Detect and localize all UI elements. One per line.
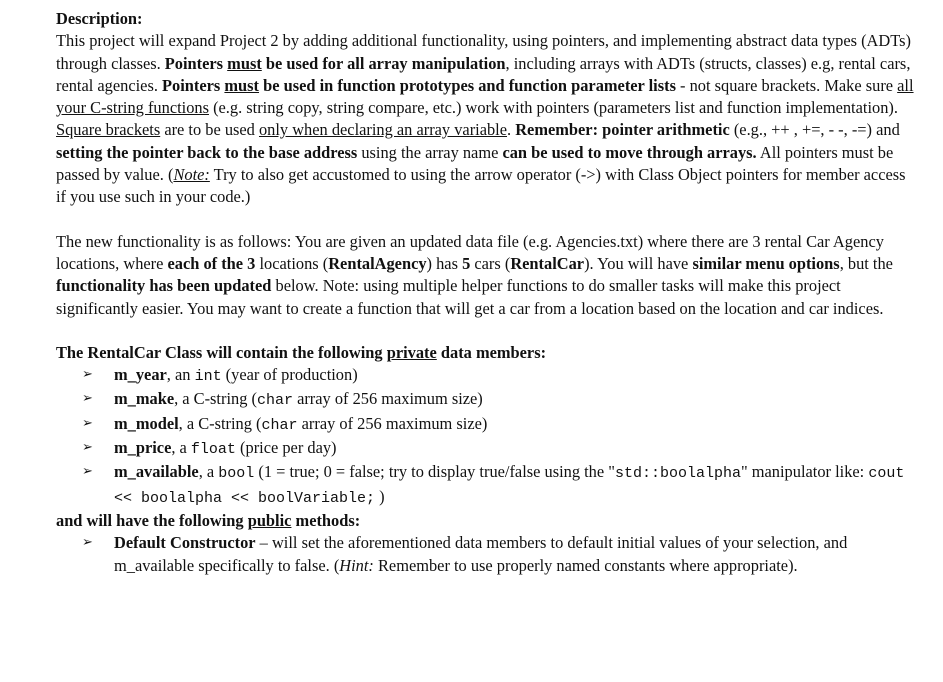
list-item: ➢ m_available, a bool (1 = true; 0 = false; try to display true/false using the "std::boolalpha" manipulator like: cout << boolalpha << boolVariable; ) [82, 462, 905, 507]
description-paragraph-1: This project will expand Project 2 by adding additional functionality, using pointers, and implementing abstract data types (ADTs) through classes. Pointers must be used for all array manipulation, including arrays with ADTs (structs, classes) e.g, rental cars, rental agencies. Pointers must be used in function prototypes and function parameter lists - not square brackets. Make sure all your C-string functions (e.g. string copy, string compare, etc.) work with pointers (parameters list and function implementation). Square brackets are to be used only when declaring an array variable. Remember: pointer arithmetic (e.g., ++ , +=, - -, -=) and setting the pointer back to the base address using the array name can be used to move through arrays. All pointers must be passed by value. (Note: Try to also get accustomed to using the arrow operator (->) with Class Object pointers for member access if you use such in your code.) [56, 31, 914, 207]
data-members-list [56, 364, 916, 510]
description-paragraph-2: The new functionality is as follows: You are given an updated data file (e.g. Agencies.txt) where there are 3 rental Car Agency locations, where each of the 3 locations (RentalAgency) has 5 cars (RentalCar). You will have similar menu options, but the functionality has been updated below. Note: using multiple helper functions to do smaller tasks will make this project significantly easier. You may want to create a function that will get a car from a location based on the location and car indices. [56, 231, 893, 318]
methods-heading: and will have the following public methods: [56, 510, 361, 530]
list-item: ➢ m_year, an int (year of production) [82, 365, 358, 386]
list-item: ➢ m_price, a float (price per day) [82, 438, 337, 459]
arrow-bullet-icon: ➢ [82, 415, 93, 431]
arrow-bullet-icon: ➢ [82, 464, 93, 480]
arrow-bullet-icon: ➢ [82, 440, 93, 456]
list-item: ➢ Default Constructor – will set the aforementioned data members to default initial values of your selection, and m_available specifically to false. (Hint: Remember to use properly named constants where appropriate). [82, 533, 848, 575]
methods-list [56, 532, 916, 577]
list-item: ➢ m_make, a C-string (char array of 256 maximum size) [82, 389, 483, 410]
list-item: ➢ m_model, a C-string (char array of 256 maximum size) [82, 413, 488, 434]
arrow-bullet-icon: ➢ [82, 535, 93, 551]
arrow-bullet-icon: ➢ [82, 391, 93, 407]
rentalcar-heading: The RentalCar Class will contain the following private data members: [56, 342, 547, 362]
arrow-bullet-icon: ➢ [82, 367, 93, 383]
description-heading: Description: [56, 9, 143, 28]
document-page [56, 8, 916, 577]
